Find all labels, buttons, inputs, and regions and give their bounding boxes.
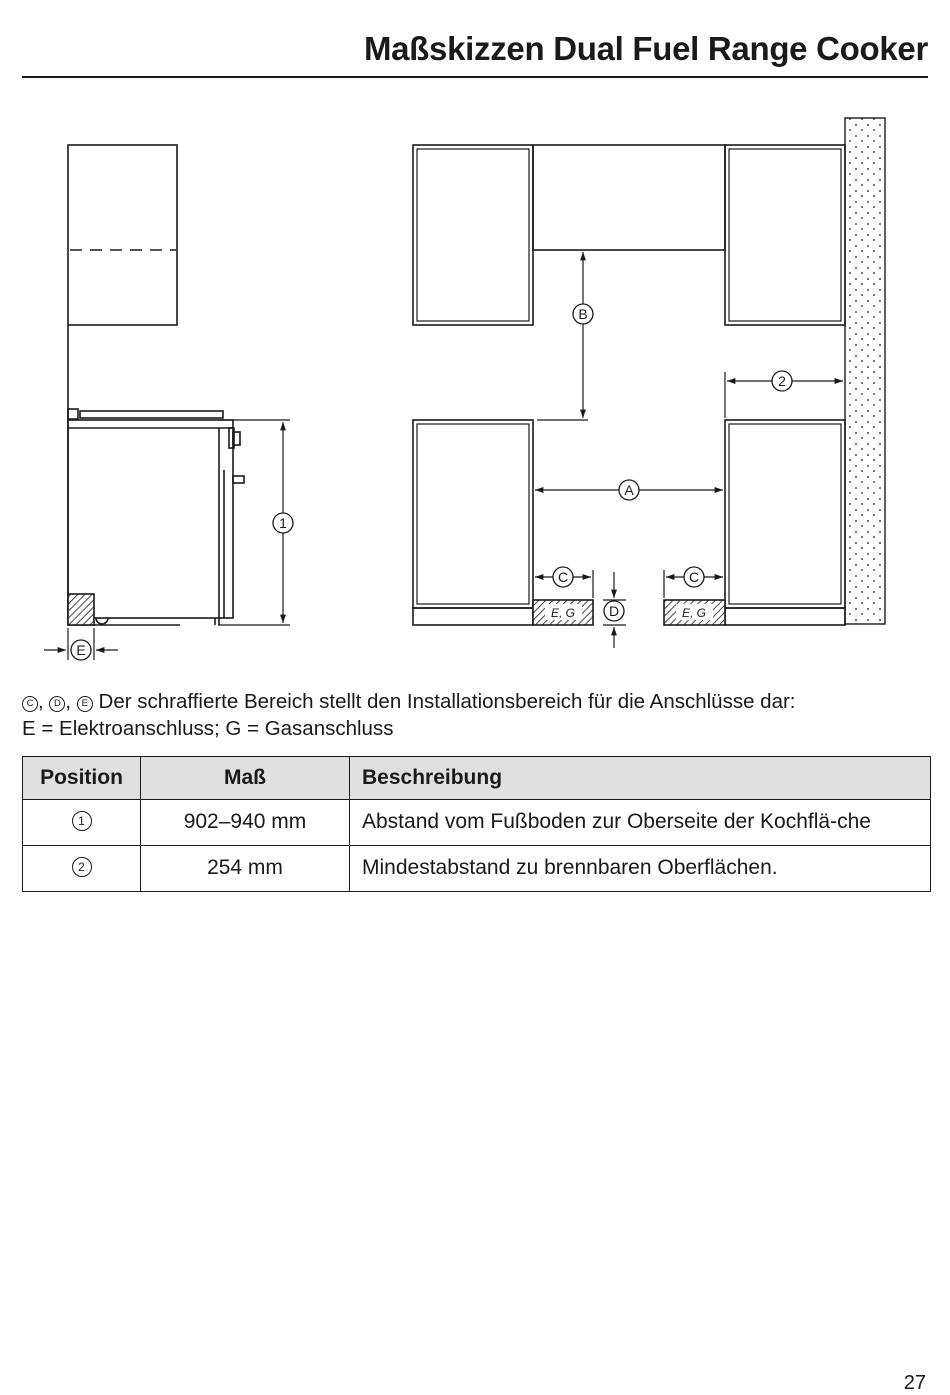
side-wall-cabinet bbox=[68, 145, 177, 325]
label-e: E bbox=[76, 642, 86, 658]
page-number: 27 bbox=[903, 1372, 926, 1394]
symbol-d: D bbox=[49, 696, 65, 712]
lower-cabinet-left bbox=[413, 420, 533, 608]
label-eg-right: E, G bbox=[681, 606, 707, 620]
row-description: Mindestabstand zu brennbaren Oberflächen. bbox=[350, 846, 931, 892]
table-row bbox=[23, 846, 931, 892]
side-view bbox=[44, 145, 290, 660]
label-c-left: C bbox=[557, 569, 569, 585]
label-c-right: C bbox=[688, 569, 700, 585]
dimension-labels bbox=[71, 304, 792, 660]
front-view bbox=[413, 118, 885, 648]
lower-cabinet-right bbox=[725, 420, 845, 608]
side-wall bbox=[845, 118, 885, 624]
label-eg-left: E, G bbox=[550, 606, 576, 620]
symbol-e: E bbox=[77, 696, 93, 712]
header-description: Beschreibung bbox=[350, 757, 931, 800]
dimension-table bbox=[22, 756, 931, 892]
row-position-cell bbox=[23, 846, 141, 892]
plinth-left bbox=[413, 608, 533, 625]
label-b: B bbox=[578, 306, 588, 322]
upper-cabinet-left bbox=[413, 145, 533, 325]
label-a: A bbox=[624, 482, 634, 498]
table-row bbox=[23, 800, 931, 846]
table-header-row bbox=[23, 757, 931, 800]
figure-caption bbox=[22, 688, 922, 742]
caption-line-2: E = Elektroanschluss; G = Gasanschluss bbox=[22, 717, 394, 740]
label-1: 1 bbox=[279, 515, 287, 531]
header-position: Position bbox=[23, 757, 141, 800]
upper-cabinet-right bbox=[725, 145, 845, 325]
range-body bbox=[68, 420, 233, 618]
page-title: Maßskizzen Dual Fuel Range Cooker bbox=[363, 30, 928, 67]
caption-text: Der schraffierte Bereich stellt den Installationsbereich für die Anschlüsse dar: bbox=[98, 690, 796, 713]
title-rule bbox=[22, 76, 928, 78]
plinth-right bbox=[725, 608, 845, 625]
row-mass: 902–940 mm bbox=[141, 800, 350, 846]
side-hatch-area bbox=[68, 594, 94, 625]
dimension-drawing bbox=[0, 100, 950, 680]
position-marker: 2 bbox=[72, 857, 92, 877]
range-hood bbox=[533, 145, 725, 250]
header-mass: Maß bbox=[141, 757, 350, 800]
row-description: Abstand vom Fußboden zur Oberseite der Kochflä-che bbox=[350, 800, 931, 846]
caption-line-1: C , D , E Der schraffierte Bereich stellt den Installationsbereich für die Anschlüsse dar: bbox=[22, 688, 922, 715]
position-marker: 1 bbox=[72, 811, 92, 831]
symbol-c: C bbox=[22, 696, 38, 712]
label-d: D bbox=[608, 603, 620, 619]
oven-handle bbox=[233, 476, 244, 483]
range-hob-top bbox=[80, 411, 223, 418]
row-position-cell bbox=[23, 800, 141, 846]
row-mass: 254 mm bbox=[141, 846, 350, 892]
label-2: 2 bbox=[778, 373, 786, 389]
